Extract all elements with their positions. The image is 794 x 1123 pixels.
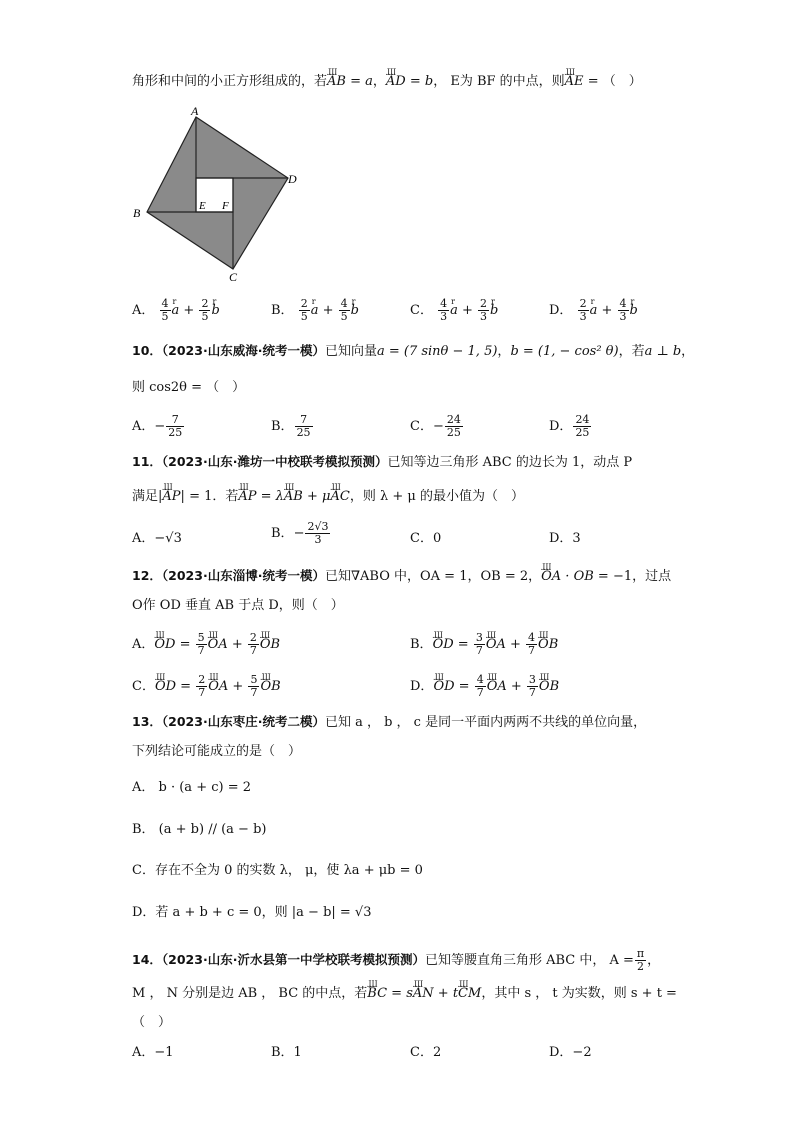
vec-ab: ɺɺɺ AB xyxy=(327,72,346,92)
q14-text: M ， N 分别是边 AB ， BC 的中点，若 xyxy=(132,986,368,1001)
frac: $\frac{3}{7}$ xyxy=(528,673,536,699)
q9-tail: = （ ） xyxy=(583,74,642,89)
frac: $\frac{2}{3}$ xyxy=(579,297,587,323)
option-sign: − xyxy=(293,526,305,541)
frac: $\frac{4}{7}$ xyxy=(528,631,536,657)
frac: $\frac{7}{25}$ xyxy=(296,413,311,439)
q14-text: = s xyxy=(387,986,413,1001)
q9-option-b[interactable]: B． $\frac{2}{5}$ r a + $\frac{4}{5}$ r b xyxy=(271,298,359,323)
option-letter: D． xyxy=(549,419,573,434)
q11-line2: 满足|ɺɺɺ AP| = 1．若ɺɺɺ AP = λɺɺɺ AB + μɺɺɺ AC，则 λ + μ 的最小值为（ ） xyxy=(132,487,524,507)
q13-text: 已知 a ， b ， c 是同一平面内两两不共线的单位向量， xyxy=(324,715,647,730)
q10-option-a[interactable] xyxy=(132,414,185,439)
q9-figure xyxy=(128,105,308,285)
q13-stem xyxy=(132,712,646,733)
q14-option-d[interactable]: D．−2 xyxy=(549,1045,592,1060)
frac: $\frac{24}{25}$ xyxy=(575,413,590,439)
q14-stem xyxy=(132,948,660,973)
vec-ap: ɺɺɺ AP xyxy=(238,487,256,507)
option-letter: A． xyxy=(132,531,155,546)
vec-oa: ɺɺɺ OA xyxy=(486,635,506,655)
q14-line3: （ ） xyxy=(132,1015,172,1030)
frac: $\frac{4}{5}$ xyxy=(340,297,348,323)
q11-text: = 1．若 xyxy=(184,489,239,504)
q12-stem xyxy=(132,566,671,587)
q11-option-b[interactable] xyxy=(271,521,331,546)
q14-option-a[interactable]: A．−1 xyxy=(132,1045,174,1060)
q11-text: = λ xyxy=(256,489,284,504)
q11-option-a[interactable] xyxy=(132,529,182,549)
q12-text: 已知∇ABO 中，OA = 1，OB = 2， xyxy=(324,569,542,584)
q14-sep: ， xyxy=(647,953,661,968)
q13-number: 13． xyxy=(132,714,162,729)
q10-vector-a: a = (7 sinθ − 1, 5) xyxy=(376,344,498,359)
q13-source: （2023·山东枣庄·统考二模） xyxy=(161,714,325,729)
q12-line2: O作 OD 垂直 AB 于点 D，则（ ） xyxy=(132,598,344,613)
q14-number: 14． xyxy=(132,952,162,967)
vec-an: ɺɺɺ AN xyxy=(413,984,434,1004)
label-f: F xyxy=(222,200,229,212)
option-value: −√3 xyxy=(154,531,182,546)
vec-b: r b xyxy=(211,301,219,321)
q14-line2 xyxy=(132,984,677,1004)
q14-text: ，其中 s ， t 为实数，则 s + t = xyxy=(481,986,677,1001)
option-letter: A． xyxy=(132,419,155,434)
q12-option-a[interactable]: A．ɺɺɺ OD = $\frac{5}{7}$ ɺɺɺ OA + $\frac{2}{7}$ ɺɺɺ OB xyxy=(132,632,280,657)
q10-stem xyxy=(132,341,694,362)
q14-source: （2023·山东·沂水县第一中学校联考模拟预测） xyxy=(161,952,425,967)
vec-ab: ɺɺɺ AB xyxy=(284,487,303,507)
vec-ob: ɺɺɺ OB xyxy=(260,635,280,655)
q10-text: ，若 xyxy=(618,344,645,359)
frac: $\frac{4}{3}$ xyxy=(619,297,627,323)
vec-oa: ɺɺɺ OA xyxy=(208,677,228,697)
q10-text: 已知向量 xyxy=(324,344,377,359)
q12-source: （2023·山东淄博·统考一模） xyxy=(161,568,325,583)
frac: $\frac{5}{7}$ xyxy=(250,673,258,699)
vec-oa: ɺɺɺ OA xyxy=(208,635,228,655)
vec-a: r a xyxy=(590,301,598,321)
vec-ae: ɺɺɺ AE xyxy=(565,72,584,92)
frac: $\frac{2√3}{3}$ xyxy=(307,520,329,546)
q10-vector-b: b = (1, − cos² θ) xyxy=(510,344,619,359)
frac: $\frac{4}{5}$ xyxy=(161,297,169,323)
q11-option-c[interactable]: C．0 xyxy=(410,531,442,546)
q9-option-d[interactable]: D． $\frac{2}{3}$ r a + $\frac{4}{3}$ r b xyxy=(549,298,638,323)
q9-eq-a: = a xyxy=(345,74,373,89)
q12-option-c[interactable]: C．ɺɺɺ OD = $\frac{2}{7}$ ɺɺɺ OA + $\frac{5}{7}$ ɺɺɺ OB xyxy=(132,674,281,699)
frac: $\frac{3}{7}$ xyxy=(475,631,483,657)
vec-od: ɺɺɺ OD xyxy=(155,677,176,697)
q9-text: 角形和中间的小正方形组成的，若 xyxy=(132,74,328,89)
label-a: A xyxy=(191,105,199,118)
option-letter: A． xyxy=(132,303,155,318)
q11-text: 满足 xyxy=(132,489,159,504)
label-d: D xyxy=(288,172,297,186)
q11-option-d[interactable]: D．3 xyxy=(549,531,581,546)
q10-option-b[interactable] xyxy=(271,414,314,439)
vec-ad: ɺɺɺ AD xyxy=(386,72,406,92)
vec-oa: ɺɺɺ OA xyxy=(487,677,507,697)
option-letter: B． xyxy=(271,303,294,318)
q11-number: 11． xyxy=(132,454,162,469)
q9-eq-b: = b xyxy=(405,74,434,89)
q9-mid-text: ， E为 BF 的中点，则 xyxy=(433,74,565,89)
q9-option-a[interactable]: A． $\frac{4}{5}$ r a + $\frac{2}{5}$ r b xyxy=(132,298,220,323)
q10-sep: ， xyxy=(681,344,695,359)
vec-ap: ɺɺɺ AP xyxy=(162,487,180,507)
vec-a: r a xyxy=(311,301,319,321)
q11-stem xyxy=(132,452,632,473)
option-letter: D． xyxy=(410,679,434,694)
option-letter: C． xyxy=(410,419,433,434)
option-letter: B． xyxy=(271,419,294,434)
q13-option-d[interactable]: D．若 a + b + c = 0，则 |a − b| = √3 xyxy=(132,905,372,920)
frac: $\frac{2}{7}$ xyxy=(249,631,257,657)
q12-option-b[interactable]: B．ɺɺɺ OD = $\frac{3}{7}$ ɺɺɺ OA + $\frac{4}{7}$ ɺɺɺ OB xyxy=(410,632,558,657)
q13-option-a[interactable]: A． b · (a + c) = 2 xyxy=(132,780,251,795)
frac: $\frac{2}{5}$ xyxy=(300,297,308,323)
frac: $\frac{2}{3}$ xyxy=(480,297,488,323)
q11-source: （2023·山东·潍坊一中校联考模拟预测） xyxy=(161,454,388,469)
q10-option-c[interactable] xyxy=(410,414,464,439)
vec-a: r a xyxy=(450,301,458,321)
q14-option-c[interactable]: C．2 xyxy=(410,1045,442,1060)
vec-ob: ɺɺɺ OB xyxy=(538,635,558,655)
q13-option-c[interactable]: C．存在不全为 0 的实数 λ， μ，使 λa + μb = 0 xyxy=(132,863,423,878)
option-letter: B． xyxy=(410,637,433,652)
q11-text: + μ xyxy=(302,489,331,504)
vec-ob: ɺɺɺ OB xyxy=(539,677,559,697)
label-c: C xyxy=(229,270,238,284)
vec-ac: ɺɺɺ AC xyxy=(330,487,349,507)
frac: $\frac{5}{7}$ xyxy=(197,631,205,657)
q14-option-b[interactable]: B．1 xyxy=(271,1045,302,1060)
label-e: E xyxy=(199,200,206,212)
vec-od: ɺɺɺ OD xyxy=(433,677,454,697)
option-letter: B． xyxy=(271,526,294,541)
vec-b: r b xyxy=(630,301,638,321)
frac: $\frac{24}{25}$ xyxy=(446,413,461,439)
frac: $\frac{2}{5}$ xyxy=(201,297,209,323)
q10-perp: a ⊥ b xyxy=(644,344,682,359)
option-letter: D． xyxy=(549,303,573,318)
q12-number: 12． xyxy=(132,568,162,583)
frac-pi-2: $\frac{\pi}{2}$ xyxy=(636,947,645,973)
vec-b: r b xyxy=(351,301,359,321)
q14-text: + t xyxy=(433,986,459,1001)
q11-text: 已知等边三角形 ABC 的边长为 1，动点 P xyxy=(387,455,633,470)
q9-option-c[interactable]: C． $\frac{4}{3}$ r a + $\frac{2}{3}$ r b xyxy=(410,298,498,323)
vec-ob: ɺɺɺ OB xyxy=(260,677,280,697)
frac: $\frac{4}{7}$ xyxy=(476,673,484,699)
vec-od: ɺɺɺ OD xyxy=(433,635,454,655)
vec-od: ɺɺɺ OD xyxy=(154,635,175,655)
option-sign: − xyxy=(154,419,166,434)
option-letter: C． xyxy=(132,679,155,694)
q10-number: 10． xyxy=(132,343,162,358)
option-sign: − xyxy=(432,419,444,434)
vec-bc: ɺɺɺ BC xyxy=(367,984,387,1004)
frac: $\frac{2}{7}$ xyxy=(198,673,206,699)
vec-b: r b xyxy=(490,301,498,321)
option-letter: A． xyxy=(132,637,155,652)
q10-source: （2023·山东威海·统考一模） xyxy=(161,343,325,358)
q13-line2: 下列结论可能成立的是（ ） xyxy=(132,744,302,759)
q9-stem xyxy=(132,72,642,92)
q14-text: 已知等腰直角三角形 ABC 中， A = xyxy=(424,953,634,968)
label-b: B xyxy=(133,206,141,220)
option-letter: C． xyxy=(410,303,433,318)
q13-option-b[interactable]: B． (a + b) // (a − b) xyxy=(132,822,267,837)
frac: $\frac{7}{25}$ xyxy=(168,413,183,439)
frac: $\frac{4}{3}$ xyxy=(440,297,448,323)
q10-sep: ， xyxy=(497,344,511,359)
q10-option-d[interactable] xyxy=(549,414,592,439)
q9-sep: ， xyxy=(372,74,386,89)
q12-text: = −1，过点 xyxy=(593,569,672,584)
vec-cm: ɺɺɺ CM xyxy=(458,984,481,1004)
q12-dot-product: ɺɺɺ OA · OB xyxy=(541,567,594,587)
q12-option-d[interactable]: D．ɺɺɺ OD = $\frac{4}{7}$ ɺɺɺ OA + $\frac{3}{7}$ ɺɺɺ OB xyxy=(410,674,559,699)
q11-text: ，则 λ + μ 的最小值为（ ） xyxy=(349,489,524,504)
vec-a: r a xyxy=(172,301,180,321)
q10-line2: 则 cos2θ = （ ） xyxy=(132,380,246,395)
